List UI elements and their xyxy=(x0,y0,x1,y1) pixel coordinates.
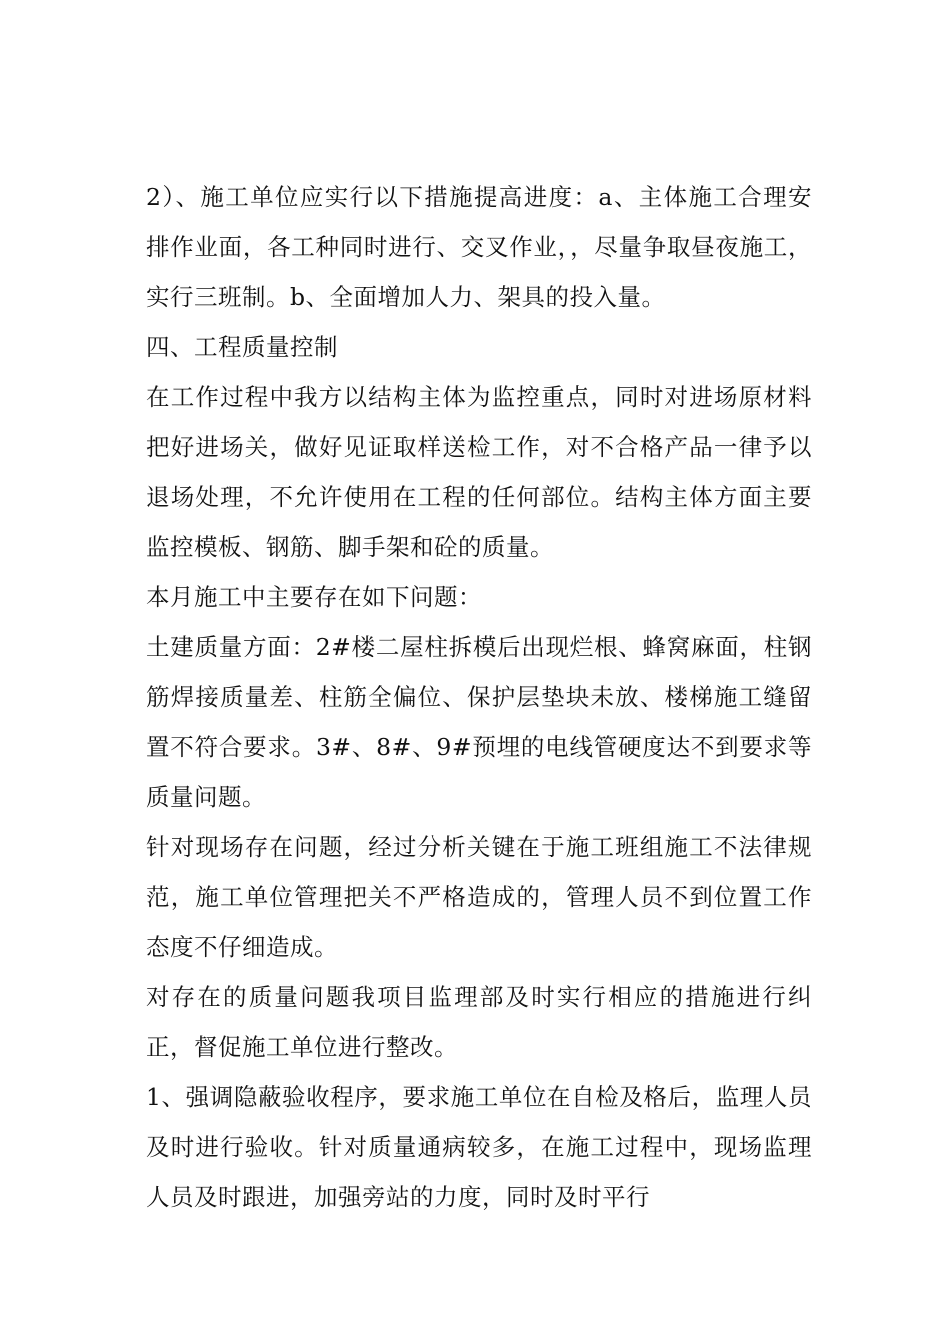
paragraph-cause-analysis: 针对现场存在问题，经过分析关键在于施工班组施工不法律规范，施工单位管理把关不严格造成的，管理人员不到位置工作态度不仔细造成。 xyxy=(146,833,812,961)
section-heading-quality-control: 四、工程质量控制 xyxy=(146,333,338,361)
paragraph-quality-focus: 在工作过程中我方以结构主体为监控重点，同时对进场原材料把好进场关，做好见证取样送检工作，对不合格产品一律予以退场处理，不允许使用在工程的任何部位。结构主体方面主要监控模板、钢筋、脚手架和砼的质量。 xyxy=(146,383,812,561)
paragraph-civil-quality-issues: 土建质量方面：2#楼二屋柱拆模后出现烂根、蜂窝麻面，柱钢筋焊接质量差、柱筋全偏位、保护层垫块未放、楼梯施工缝留置不符合要求。3#、8#、9#预埋的电线管硬度达不到要求等质量问题。 xyxy=(146,633,812,811)
paragraph-problems-intro: 本月施工中主要存在如下问题： xyxy=(146,583,482,611)
paragraph-measure-1: 1、强调隐蔽验收程序，要求施工单位在自检及格后，监理人员及时进行验收。针对质量通病较多，在施工过程中，现场监理人员及时跟进，加强旁站的力度，同时及时平行 xyxy=(146,1083,812,1211)
document-body xyxy=(146,172,812,1222)
paragraph-progress-measures: 2）、施工单位应实行以下措施提高进度：a、主体施工合理安排作业面，各工种同时进行、交叉作业，，尽量争取昼夜施工，实行三班制。b、全面增加人力、架具的投入量。 xyxy=(146,183,812,311)
paragraph-corrective-actions: 对存在的质量问题我项目监理部及时实行相应的措施进行纠正，督促施工单位进行整改。 xyxy=(146,983,812,1061)
